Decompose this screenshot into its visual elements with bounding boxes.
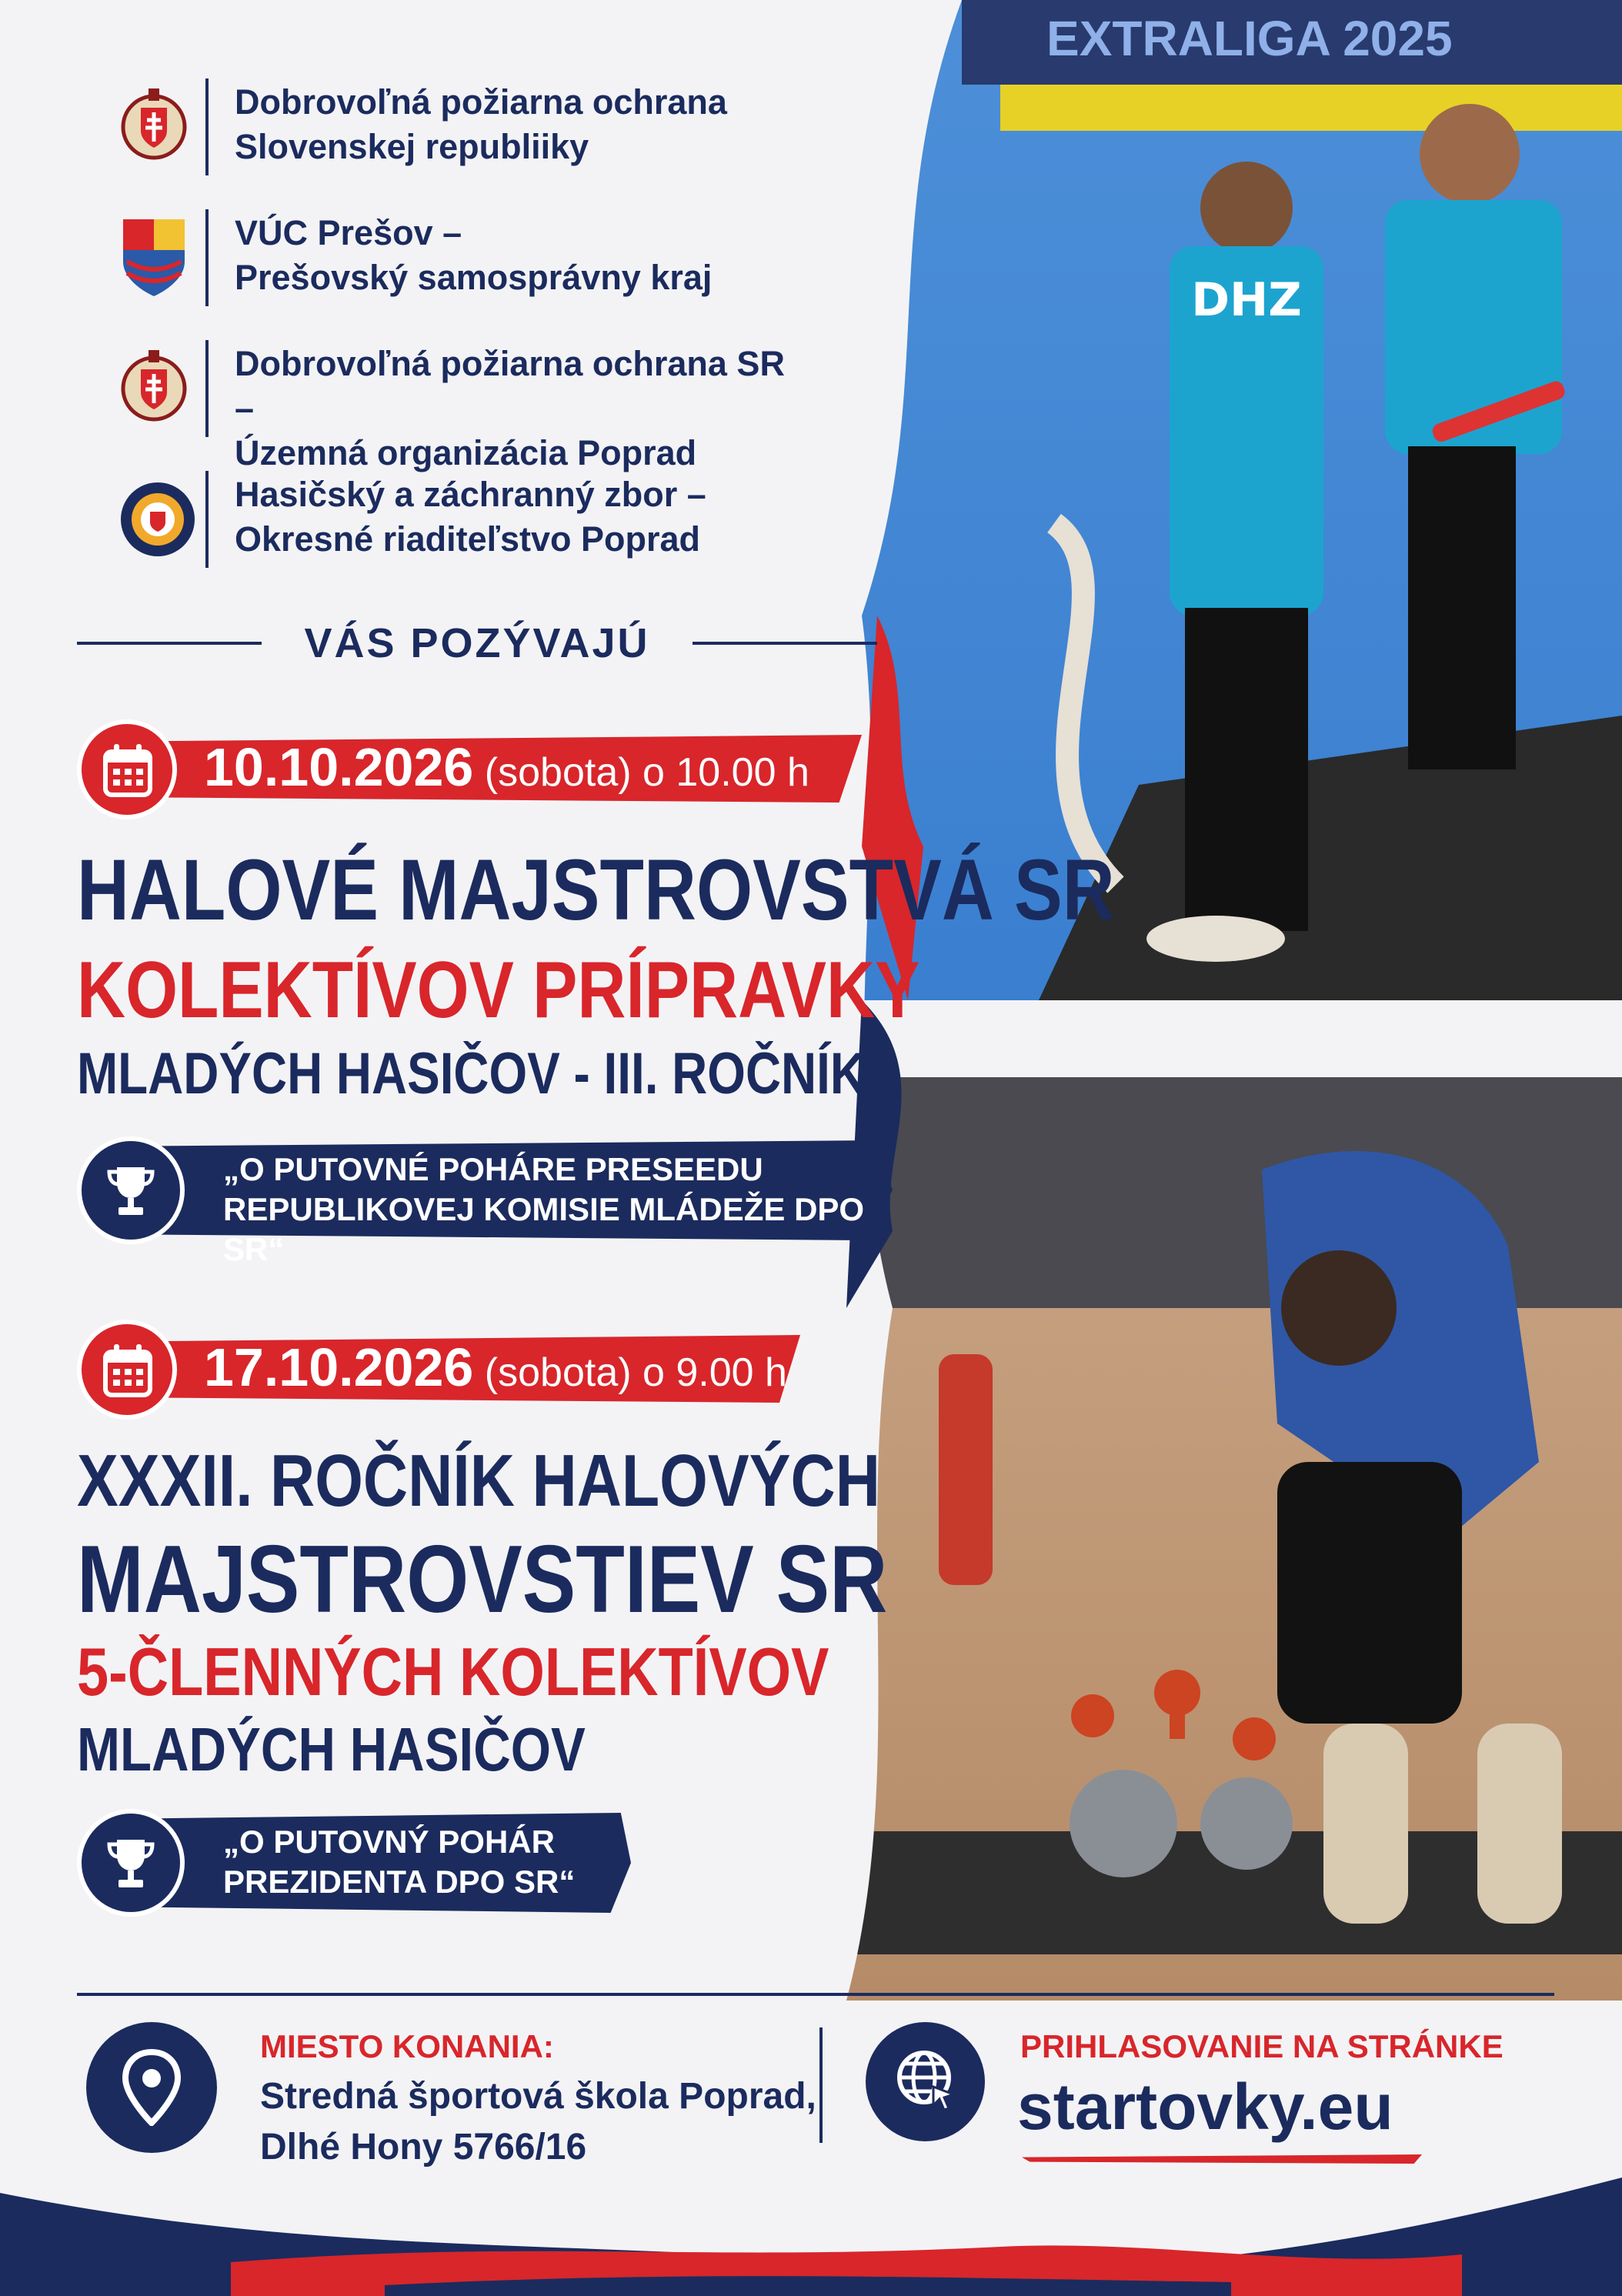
venue-label: MIESTO KONANIA:: [260, 2028, 554, 2064]
event1-title-line2: KOLEKTÍVOV PRÍPRAVKY: [77, 946, 920, 1035]
event1-date-banner: [77, 719, 854, 819]
organizer-dpo-sr: [119, 77, 812, 177]
event2-date: 17.10.2026: [204, 1337, 474, 1397]
divider: [205, 78, 209, 175]
venue-address: Stredná športová škola Poprad, Dlhé Hony 5766/16: [260, 2076, 816, 2168]
shirt-text: DHZ: [1191, 273, 1302, 327]
photo-banner-text: EXTRALIGA 2025: [1046, 11, 1453, 66]
event1-trophy-text: „O PUTOVNÉ POHÁRE PRESEEDU REPUBLIKOVEJ KOMISIE MLÁDEŽE DPO SR“: [223, 1151, 865, 1267]
event1-title-line1: HALOVÉ MAJSTROVSTVÁ SR: [77, 842, 1115, 938]
event2-title-line4: MLADÝCH HASIČOV: [77, 1715, 586, 1784]
event2-title-line3: 5-ČLENNÝCH KOLEKTÍVOV: [77, 1634, 829, 1710]
location-pin-icon: [86, 2022, 217, 2153]
organizer-name: VÚC Prešov – Prešovský samosprávny kraj: [235, 213, 713, 297]
event1-date: 10.10.2026: [204, 737, 474, 797]
registration-link[interactable]: startovky.eu: [1017, 2071, 1393, 2143]
event2-trophy-banner: [77, 1805, 616, 1921]
dpo-emblem-icon: [119, 346, 189, 431]
invite-text: VÁS POZÝVAJÚ: [304, 620, 650, 666]
hazz-badge-icon: [119, 477, 189, 562]
trophy-icon: [77, 1136, 185, 1244]
calendar-icon: [77, 719, 177, 819]
event2-date-banner: [77, 1320, 854, 1420]
presov-region-coat-of-arms-icon: [119, 215, 189, 300]
hero-photo-collage: [846, 0, 1622, 2001]
event1-time: (sobota) o 10.00 h: [473, 750, 809, 795]
divider: [205, 209, 209, 306]
event1-title-line3: MLADÝCH HASIČOV - III. ROČNÍK: [77, 1041, 866, 1106]
divider: [205, 340, 209, 437]
bottom-brush-decoration: [0, 2147, 1622, 2296]
organizer-dpo-poprad: [119, 339, 812, 472]
organizer-name: Dobrovoľná požiarna ochrana Slovenskej republiiky: [235, 82, 727, 166]
divider: [693, 642, 877, 645]
divider: [819, 2027, 823, 2143]
organizer-name: Dobrovoľná požiarna ochrana SR – Územná organizácia Poprad: [235, 344, 785, 472]
event2-title-line1: XXXII. ROČNÍK HALOVÝCH: [77, 1440, 880, 1522]
globe-cursor-icon: [866, 2022, 985, 2141]
event2-time: (sobota) o 9.00 h: [473, 1350, 787, 1395]
invite-heading: [77, 616, 877, 669]
event1-trophy-banner: [77, 1133, 893, 1267]
organizer-vuc-presov: [119, 208, 812, 308]
event1-datetime: [204, 736, 809, 798]
organizer-name: Hasičský a záchranný zbor – Okresné riaditeľstvo Poprad: [235, 475, 706, 559]
divider: [77, 1993, 1554, 1996]
organizer-hazz-poprad: [119, 469, 812, 569]
event2-datetime: [204, 1337, 787, 1398]
trophy-icon: [77, 1809, 185, 1917]
registration-label: PRIHLASOVANIE NA STRÁNKE: [1020, 2028, 1504, 2064]
calendar-icon: [77, 1320, 177, 1420]
event2-title-line2: MAJSTROVSTIEV SR: [77, 1527, 888, 1633]
dpo-emblem-icon: [119, 85, 189, 169]
event2-trophy-text: „O PUTOVNÝ POHÁR PREZIDENTA DPO SR“: [223, 1824, 576, 1900]
divider: [205, 471, 209, 568]
